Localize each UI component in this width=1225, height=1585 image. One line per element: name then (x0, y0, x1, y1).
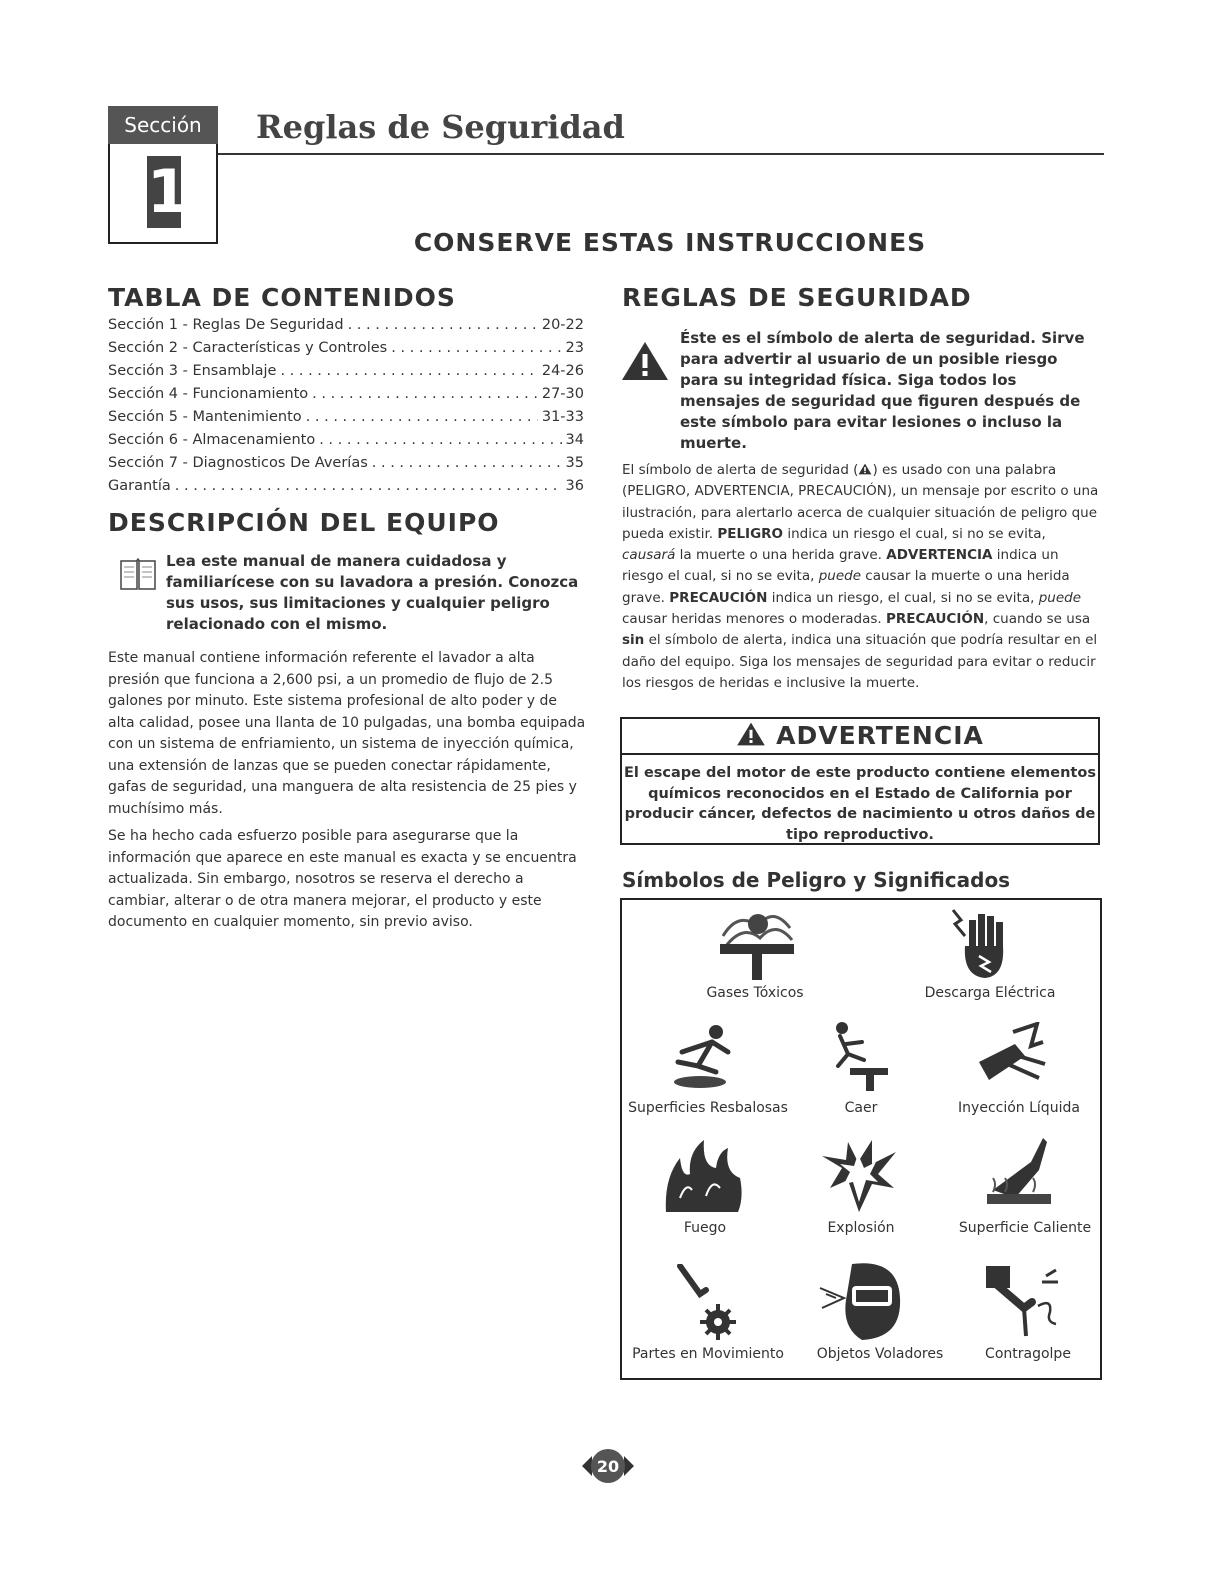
toc-label: Sección 4 - Funcionamiento (108, 386, 309, 402)
electric-shock-icon (945, 906, 1015, 982)
safety-alert-icon (858, 463, 872, 475)
moving-parts-icon (676, 1264, 742, 1342)
toc-leader (306, 406, 538, 429)
toc-label: Sección 5 - Mantenimiento (108, 409, 302, 425)
symbol-label: Explosión (827, 1220, 895, 1236)
toc-label: Sección 2 - Características y Controles (108, 340, 388, 356)
toc-pages: 34 (565, 432, 584, 448)
toc-leader (348, 314, 538, 337)
page-number-badge (582, 1444, 634, 1488)
signal-word: sin (622, 632, 645, 649)
toc-pages: 24-26 (541, 363, 584, 379)
symbol-label: Objetos Voladores (816, 1346, 944, 1362)
safety-rules-paragraph (622, 460, 1100, 694)
toc-row[interactable] (108, 429, 584, 452)
text-run: indica un riesgo, el cual, si no se evita, (767, 589, 1039, 606)
toc-label: Sección 1 - Reglas De Seguridad (108, 317, 344, 333)
page-title: Reglas de Seguridad (256, 108, 625, 146)
symbol-label: Fuego (683, 1220, 727, 1236)
description-intro: Lea este manual de manera cuidadosa y familiarícese con su lavadora a presión. Conozca sus usos, sus limitaciones y cualquier peligro relacionado con el mismo. (166, 552, 579, 633)
toc-row[interactable] (108, 314, 584, 337)
symbol-label: Descarga Eléctrica (924, 985, 1056, 1001)
description-heading: DESCRIPCIÓN DEL EQUIPO (108, 508, 500, 537)
toc-leader (312, 383, 538, 406)
toc-row[interactable] (108, 360, 584, 383)
symbols-heading: Símbolos de Peligro y Significados (622, 868, 1011, 892)
toc-label: Garantía (108, 478, 171, 494)
toc-leader (280, 360, 537, 383)
warning-text: El escape del motor de este producto contiene elementos químicos reconocidos en el Estado de California por producir cáncer, defectos de nacimiento u otros daños de tipo reproductivo. (624, 765, 1096, 843)
page-subtitle: CONSERVE ESTAS INSTRUCCIONES (413, 228, 927, 257)
text-run: la muerte o una herida grave. (675, 547, 887, 564)
toc-leader (372, 452, 562, 475)
warning-heading (620, 719, 1100, 755)
description-paragraph: Se ha hecho cada esfuerzo posible para asegurarse que la información que aparece en este manual es exacta y se encuentra actualizada. Sin embargo, nosotros se reserva el derecho a cambiar, alterar o de otra manera mejorar, el producto y este documento en cualquier momento, sin previo aviso. (108, 828, 577, 930)
text-run: el símbolo de alerta, indica una situación que podría resultar en el daño del equipo. Siga los mensajes de seguridad para evitar o reducir los riesgos de heridas e inclusive la muerte. (622, 632, 1098, 691)
slippery-surface-icon (668, 1022, 740, 1090)
toc-label: Sección 3 - Ensamblaje (108, 363, 277, 379)
toc-pages: 35 (565, 455, 584, 471)
toc-pages: 27-30 (541, 386, 584, 402)
symbol-label: Superficie Caliente (958, 1220, 1092, 1236)
kickback-icon (980, 1262, 1064, 1338)
section-tab-number: 1 (147, 157, 189, 227)
toxic-gas-icon (718, 906, 796, 982)
table-of-contents (108, 314, 584, 498)
fire-icon (662, 1138, 744, 1214)
safety-alert-intro: Éste es el símbolo de alerta de seguridad. Sirve para advertir al usuario de un posible riesgo para su integridad física. Siga todos los mensajes de seguridad que figuren después de este símbolo para evitar lesiones o incluso la muerte. (680, 329, 1085, 452)
warning-triangle-icon (736, 721, 766, 747)
toc-heading: TABLA DE CONTENIDOS (108, 283, 456, 312)
toc-pages: 20-22 (541, 317, 584, 333)
safety-rules-heading: REGLAS DE SEGURIDAD (622, 283, 972, 312)
symbol-label: Inyección Líquida (958, 1100, 1080, 1116)
toc-pages: 23 (565, 340, 584, 356)
toc-row[interactable] (108, 452, 584, 475)
symbol-label: Partes en Movimiento (632, 1346, 784, 1362)
hot-surface-icon (985, 1136, 1053, 1212)
text-run: indica un riesgo el cual, si no se evita, (783, 525, 1046, 542)
text-run: indica un riesgo el cual, si no se evita, (622, 547, 1059, 585)
emphasis: puede (1038, 589, 1082, 606)
symbol-label: Gases Tóxicos (706, 985, 804, 1001)
section-tab-label: Sección (108, 106, 218, 144)
emphasis: causará (622, 547, 676, 564)
fall-icon (820, 1020, 890, 1092)
toc-pages: 31-33 (541, 409, 584, 425)
text-run: ) es usado con una palabra (PELIGRO, ADVERTENCIA, PRECAUCIÓN), un mensaje por escrito o una ilustración, para alertarlo acerca de cualquier situación de peligro que pueda existir. (622, 462, 1099, 542)
manual-book-icon (118, 553, 158, 593)
safety-alert-icon (620, 340, 670, 382)
toc-row[interactable] (108, 475, 584, 498)
signal-word: PELIGRO (717, 525, 784, 542)
signal-word: PRECAUCIÓN (669, 589, 768, 606)
emphasis: puede (818, 568, 862, 585)
text-run: causar heridas menores o moderadas. (622, 611, 887, 628)
toc-row[interactable] (108, 337, 584, 360)
signal-word: ADVERTENCIA (886, 547, 993, 564)
toc-label: Sección 6 - Almacenamiento (108, 432, 316, 448)
title-rule (218, 153, 1104, 155)
symbol-label: Contragolpe (985, 1346, 1071, 1362)
warning-heading-text: ADVERTENCIA (776, 721, 984, 750)
toc-leader (391, 337, 561, 360)
text-run: , cuando se usa (984, 611, 1091, 628)
toc-row[interactable] (108, 406, 584, 429)
liquid-injection-icon (975, 1022, 1047, 1088)
toc-row[interactable] (108, 383, 584, 406)
symbol-label: Superficies Resbalosas (628, 1100, 788, 1116)
explosion-icon (818, 1138, 900, 1214)
signal-word: PRECAUCIÓN (886, 611, 985, 628)
toc-leader (175, 475, 562, 498)
page-number: 20 (596, 1457, 620, 1476)
flying-objects-icon (818, 1258, 904, 1344)
description-paragraph: Este manual contiene información referente el lavador a alta presión que funciona a 2,600 psi, a un promedio de flujo de 2.5 galones por minuto. Este sistema profesional de alto poder y de alta calidad, posee una llanta de 10 pulgadas, una bomba equipada con un sistema de enfriamiento, un sistema de inyección química, una extensión de lanzas que se pueden conectar rápidamente, gafas de seguridad, una manguera de alta resistencia de 25 pies y muchísimo más. (108, 650, 586, 817)
symbol-label: Caer (844, 1100, 878, 1116)
toc-label: Sección 7 - Diagnosticos De Averías (108, 455, 368, 471)
toc-leader (319, 429, 561, 452)
toc-pages: 36 (565, 478, 584, 494)
text-run: causar la muerte o una herida grave. (622, 568, 1070, 606)
text-run: El símbolo de alerta de seguridad ( (622, 462, 859, 478)
